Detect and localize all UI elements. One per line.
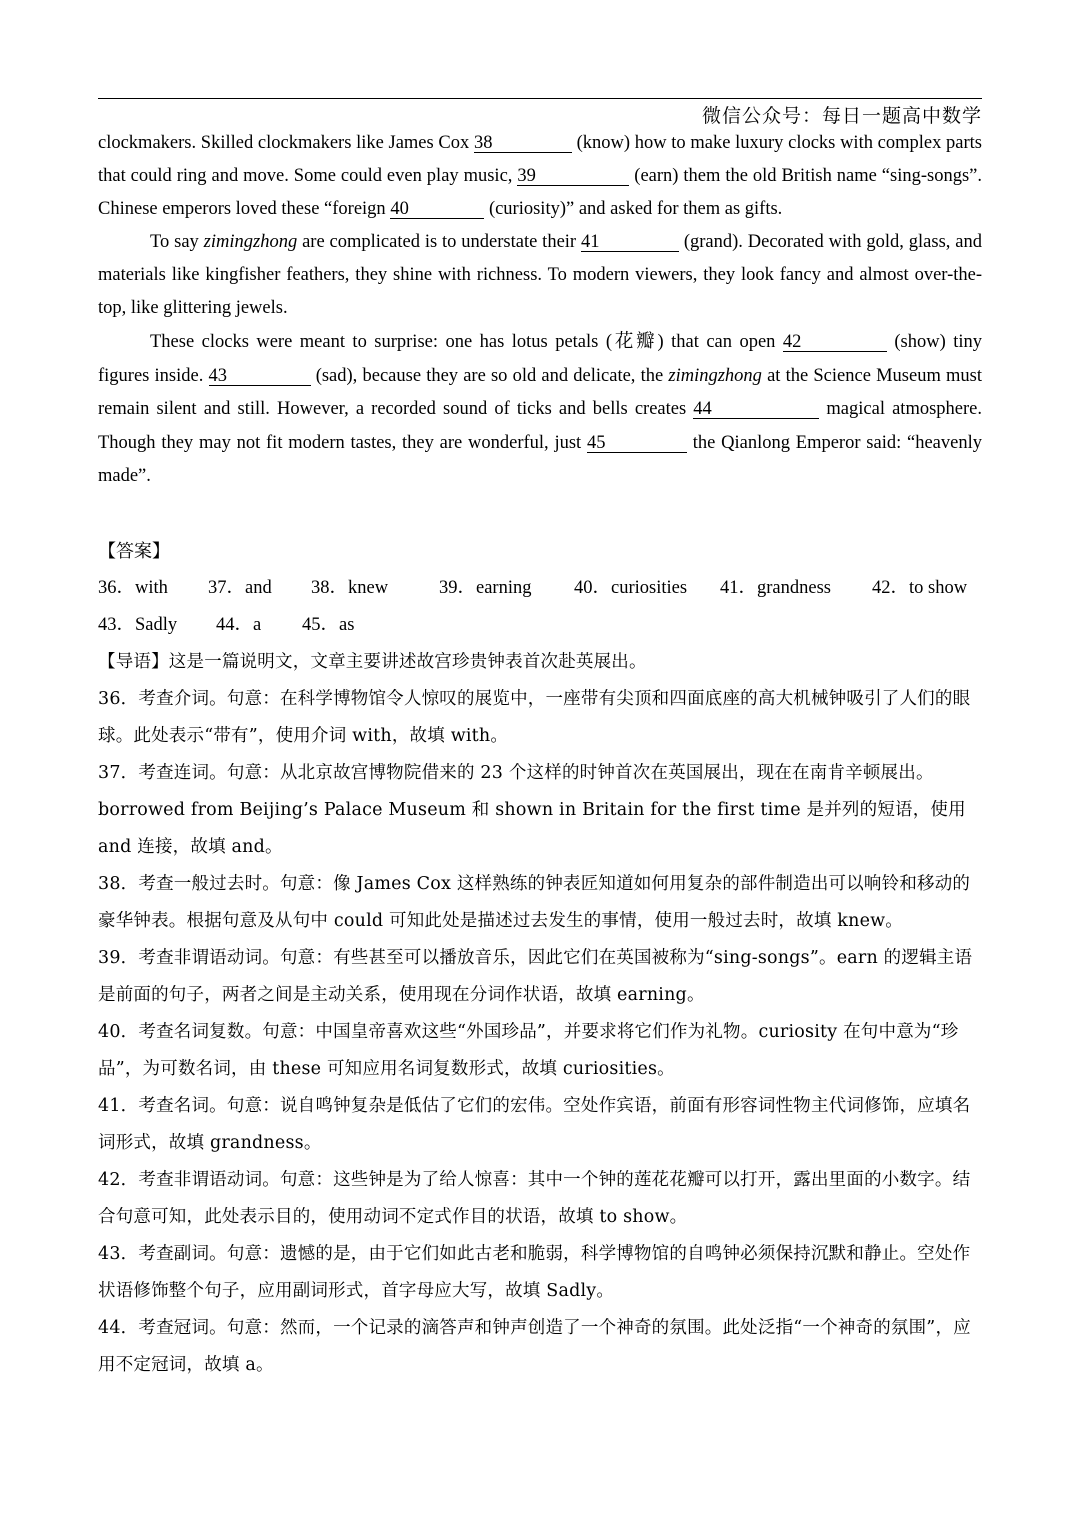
blank-38: 38 [474,134,572,153]
explanation-40: 40．考查名词复数。句意：中国皇帝喜欢这些“外国珍品”，并要求将它们作为礼物。curiosity 在句中意为“珍品”，为可数名词，由 these 可知应用名词复数形式，故填 curiosities。 [98,1021,959,1079]
blank-43: 43 [209,367,311,386]
explanation-36: 36．考查介词。句意：在科学博物馆令人惊叹的展览中，一座带有尖顶和四面底座的高大机械钟吸引了人们的眼球。此处表示“带有”，使用介词 with，故填 with。 [98,688,971,746]
answer-item: 45．as [302,614,355,635]
answer-item: 40．curiosities [574,577,688,598]
explanation-41: 41．考查名词。句意：说自鸣钟复杂是低估了它们的宏伟。空处作宾语，前面有形容词性物主代词修饰，应填名词形式，故填 grandness。 [98,1095,971,1153]
explanation-38: 38．考查一般过去时。句意：像 James Cox 这样熟练的钟表匠知道如何用复杂的部件制造出可以响铃和移动的豪华钟表。根据句意及从句中 could 可知此处是描述过去发生的事情，使用一般过去时，故填 knew。 [98,873,971,931]
blank-40: 40 [390,200,484,219]
passage-text: To say [150,232,204,252]
answers-row-1 [98,570,982,607]
passage-text: (show) tiny figures inside. [98,332,982,386]
header-rule [98,98,982,99]
blank-39: 39 [517,167,629,186]
passage-paragraph-3 [98,326,982,494]
answer-item: 43．Sadly [98,614,178,635]
passage [98,127,982,494]
blank-44: 44 [693,400,819,419]
answer-item: 36．with [98,577,168,598]
answer-item: 39．earning [439,577,532,598]
header-watermark: 微信公众号：每日一题高中数学 [701,105,982,127]
answer-heading: 【答案】 [98,540,170,562]
passage-text: (know) how to make luxury clocks with complex parts that could ring and move. Some could even play music, [98,133,982,186]
explanation-43: 43．考查副词。句意：遗憾的是，由于它们如此古老和脆弱，科学博物馆的自鸣钟必须保持沉默和静止。空处作状语修饰整个句子，应用副词形式，首字母应大写，故填 Sadly。 [98,1243,971,1301]
passage-text: These clocks were meant to surprise: one has lotus petals (花瓣) that can open [150,332,783,352]
passage-text: the Qianlong Emperor said: “heavenly made”. [98,432,982,486]
answer-item: 41．grandness [720,577,831,598]
passage-paragraph-1 [98,127,982,226]
blank-45: 45 [587,434,687,453]
passage-italic-term: zimingzhong [668,365,762,386]
explanation-39: 39．考查非谓语动词。句意：有些甚至可以播放音乐，因此它们在英国被称为“sing-songs”。earn 的逻辑主语是前面的句子，两者之间是主动关系，使用现在分词作状语，故填 earning。 [98,947,973,1005]
passage-text: are complicated is to understate their [297,232,581,252]
answer-item: 42．to show [872,577,968,598]
passage-text: magical atmosphere. Though they may not fit modern tastes, they are wonderful, just [98,399,982,453]
explanation-intro: 【导语】这是一篇说明文，文章主要讲述故宫珍贵钟表首次赴英展出。 [98,651,647,672]
passage-italic-term: zimingzhong [203,232,298,252]
answer-item: 38．knew [311,577,389,598]
answer-item: 37．and [208,577,272,598]
passage-text: (earn) them the old British name “sing-songs”. Chinese emperors loved these “foreign [98,166,982,219]
blank-42: 42 [783,333,887,352]
explanation-44: 44．考查冠词。句意：然而，一个记录的滴答声和钟声创造了一个神奇的氛围。此处泛指“一个神奇的氛围”，应用不定冠词，故填 a。 [98,1317,971,1375]
passage-text: (curiosity)” and asked for them as gifts. [484,199,783,219]
answers-row-2 [98,607,982,644]
passage-text: clockmakers. Skilled clockmakers like James Cox [98,133,474,153]
passage-text: at the Science Museum must remain silent and still. However, a recorded sound of ticks and bells creates [98,365,982,419]
passage-paragraph-2 [98,226,982,325]
explanation-37: 37．考查连词。句意：从北京故宫博物院借来的 23 个这样的时钟首次在英国展出，现在在南肯辛顿展出。borrowed from Beijing’s Palace Museum 和 shown in Britain for the first time 是并列的短语，使用 and 连接，故填 and。 [98,762,966,857]
page-content [98,127,982,1384]
passage-text: (grand). Decorated with gold, glass, and materials like kingfisher feathers, they shine with richness. To modern viewers, they look fancy and almost over-the-top, like glittering jewels. [98,232,982,318]
answer-item: 44．a [216,614,262,635]
blank-41: 41 [581,233,679,252]
explanations [98,644,982,1384]
passage-text: (sad), because they are so old and delicate, the [310,365,669,386]
explanation-42: 42．考查非谓语动词。句意：这些钟是为了给人惊喜：其中一个钟的莲花花瓣可以打开，露出里面的小数字。结合句意可知，此处表示目的，使用动词不定式作目的状语，故填 to show。 [98,1169,971,1227]
